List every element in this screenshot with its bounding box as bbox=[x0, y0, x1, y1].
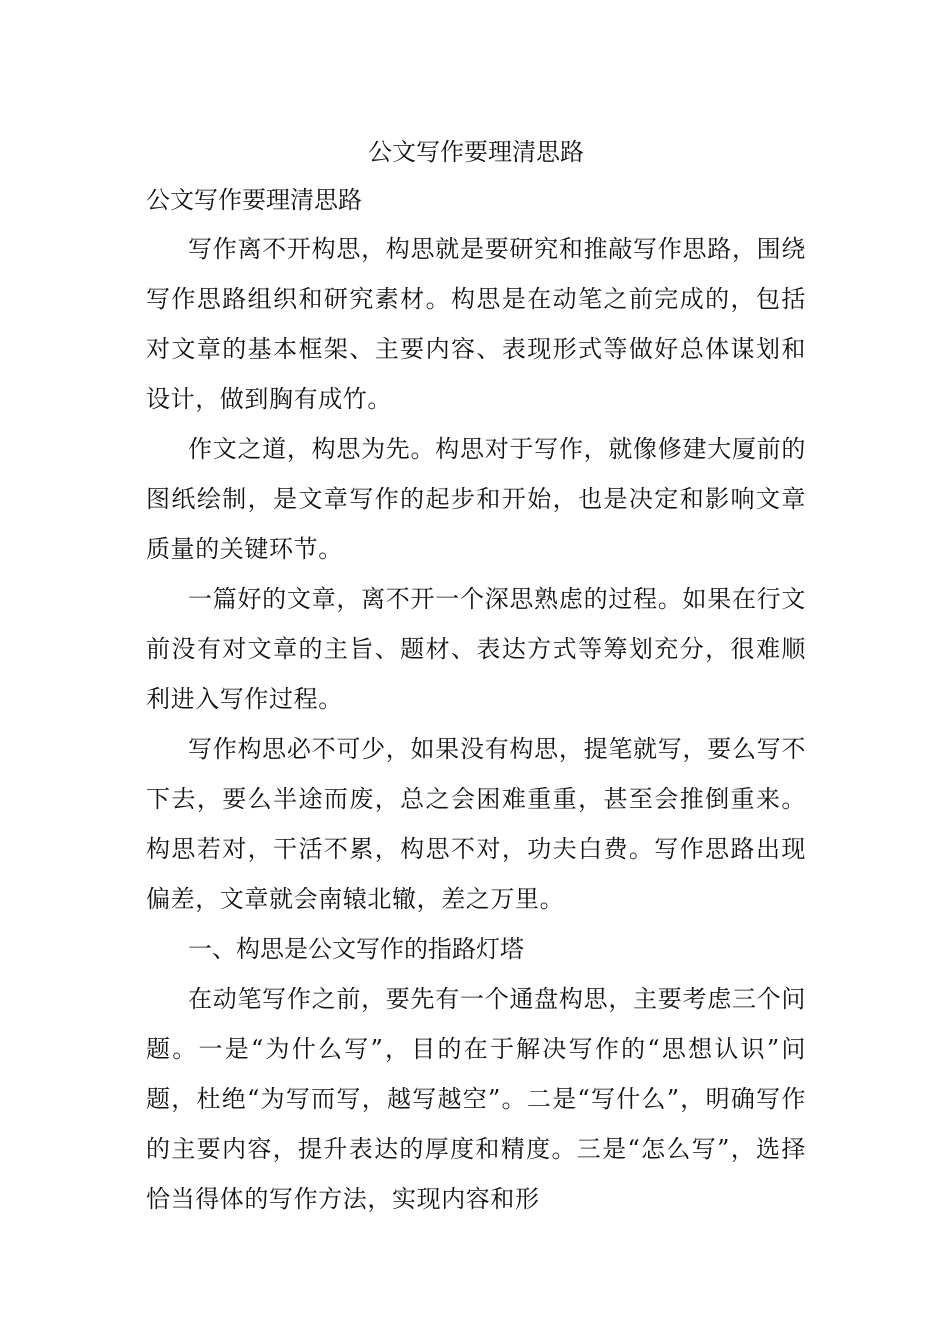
paragraph-2: 作文之道，构思为先。构思对于写作，就像修建大厦前的图纸绘制，是文章写作的起步和开始，也是决定和影响文章质量的关键环节。 bbox=[146, 435, 806, 563]
paragraph-4: 写作构思必不可少，如果没有构思，提笔就写，要么写不下去，要么半途而废，总之会困难重重，甚至会推倒重来。构思若对，干活不累，构思不对，功夫白费。写作思路出现偏差，文章就会南辕北辙，差之万里。 bbox=[146, 735, 806, 913]
section-paragraph: 在动笔写作之前，要先有一个通盘构思，主要考虑三个问题。一是“为什么写”，目的在于解决写作的“思想认识”问题，杜绝“为写而写，越写越空”。二是“写什么”，明确写作的主要内容，提升表达的厚度和精度。三是“怎么写”，选择恰当得体的写作方法，实现内容和形 bbox=[146, 985, 806, 1213]
document-title: 公文写作要理清思路 bbox=[368, 138, 584, 166]
document-page bbox=[146, 128, 806, 1224]
paragraph-3: 一篇好的文章，离不开一个深思熟虑的过程。如果在行文前没有对文章的主旨、题材、表达方式等筹划充分，很难顺利进入写作过程。 bbox=[146, 585, 806, 713]
paragraph-1: 写作离不开构思，构思就是要研究和推敲写作思路，围绕写作思路组织和研究素材。构思是在动笔之前完成的，包括对文章的基本框架、主要内容、表现形式等做好总体谋划和设计，做到胸有成竹。 bbox=[146, 235, 806, 413]
document-subtitle: 公文写作要理清思路 bbox=[146, 186, 362, 214]
section-heading: 一、构思是公文写作的指路灯塔 bbox=[188, 935, 524, 963]
